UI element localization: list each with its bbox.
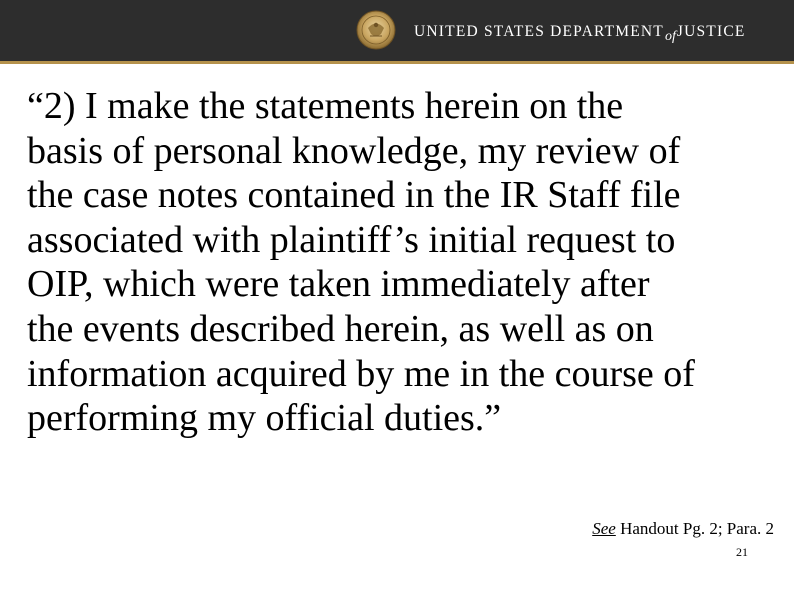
citation bbox=[592, 519, 774, 539]
header-gold-rule bbox=[0, 61, 794, 64]
department-name-part2: JUSTICE bbox=[676, 23, 746, 40]
doj-seal-icon bbox=[356, 10, 396, 50]
department-name bbox=[414, 21, 746, 43]
department-name-of: of bbox=[664, 29, 676, 44]
header-bar bbox=[0, 0, 794, 61]
citation-reference: Handout Pg. 2; Para. 2 bbox=[615, 519, 774, 538]
department-name-part1: UNITED STATES DEPARTMENT bbox=[414, 23, 664, 40]
citation-see: See bbox=[592, 519, 616, 538]
quoted-statement: “2) I make the statements herein on the basis of personal knowledge, my review of the case notes contained in the IR Staff file associated with plaintiff’s initial request to OIP, which were taken immediately after the events described herein, as well as on information acquired by me in the course of performing my official duties.” bbox=[27, 85, 695, 440]
page-number: 21 bbox=[736, 545, 748, 559]
